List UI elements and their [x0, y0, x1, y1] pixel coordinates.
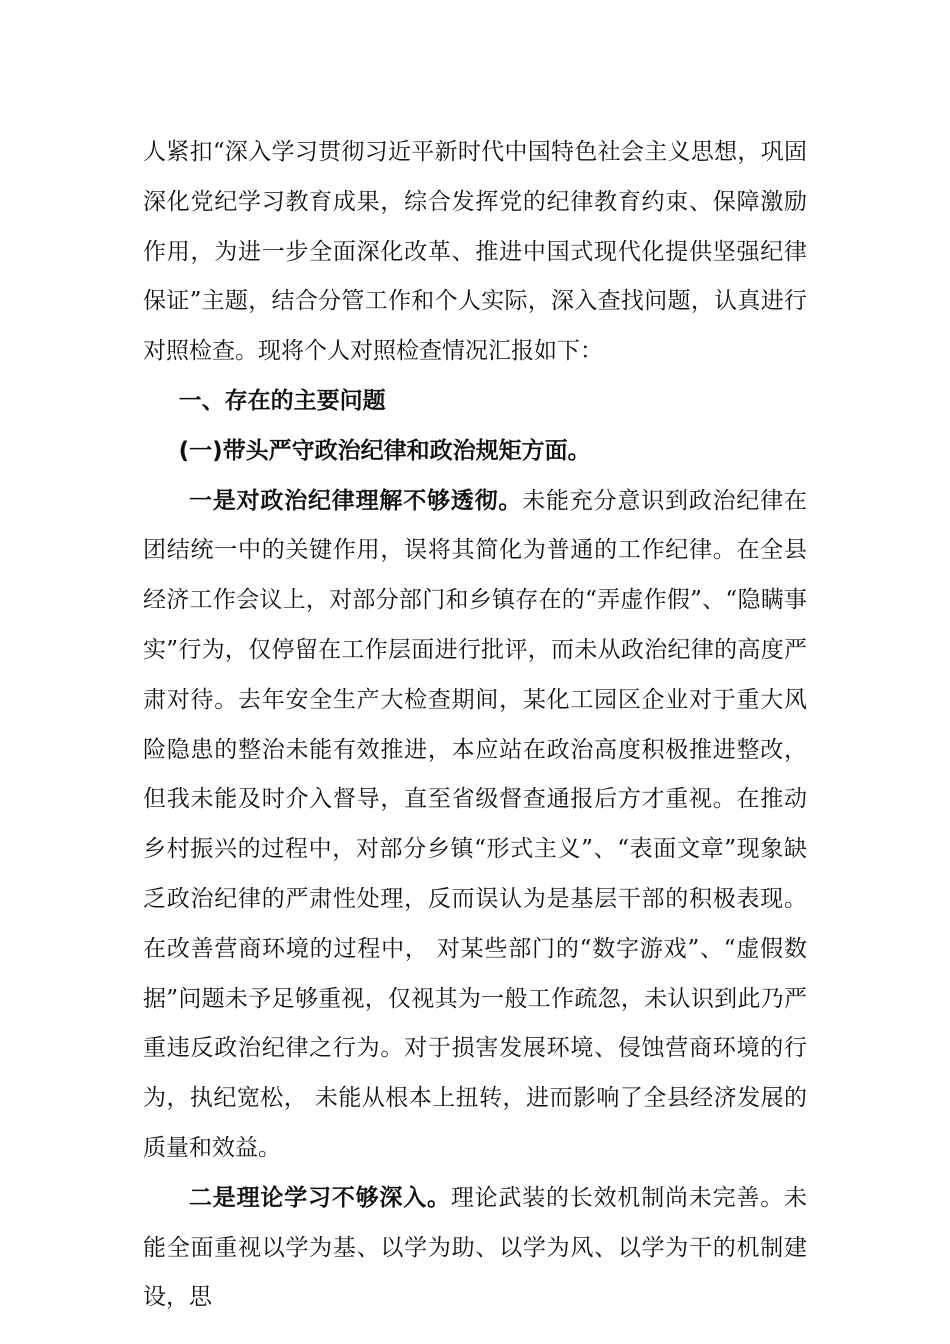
point-two-body: 理论武装的长效机制尚未完善。未能全面重视以学为基、以学为助、以学为风、以学为干的机制建设，思 — [143, 1184, 808, 1311]
document-body — [143, 128, 807, 1323]
intro-paragraph: 人紧扣“深入学习贯彻习近平新时代中国特色社会主义思想，巩固深化党纪学习教育成果，综合发挥党的纪律教育约束、保障激励作用，为进一步全面深化改革、推进中国式现代化提供坚强纪律保证”主题，结合分管工作和个人实际，深入查找问题，认真进行对照检查。现将个人对照检查情况汇报如下： — [143, 139, 807, 365]
subsection-heading-political-discipline: (一)带头严守政治纪律和政治规矩方面。 — [178, 437, 591, 464]
point-one-body: 未能充分意识到政治纪律在团结统一中的关键作用，误将其简化为普通的工作纪律。在全县经济工作会议上，对部分部门和乡镇存在的“弄虚作假”、“隐瞒事实”行为，仅停留在工作层面进行批评，而未从政治纪律的高度严肃对待。去年安全生产大检查期间，某化工园区企业对于重大风险隐患的整治未能有效推进，本应站在政治高度积极推进整改，但我未能及时介入督导，直至省级督查通报后方才重视。在推动乡村振兴的过程中，对部分乡镇“形式主义”、“表面文章”现象缺乏政治纪律的严肃性处理，反而误认为是基层干部的积极表现。在改善营商环境的过程中， 对某些部门的“数字游戏”、“虚假数据”问题未予足够重视，仅视其为一般工作疏忽，未认识到此乃严重违反政治纪律之行为。对于损害发展环境、侵蚀营商环境的行为，执纪宽松， 未能从根本上扭转，进而影响了全县经济发展的质量和效益。 — [143, 487, 808, 1161]
point-two-lead: 二是理论学习不够深入。 — [189, 1184, 451, 1211]
paragraph-point-two — [143, 1174, 807, 1323]
point-one-lead: 一是对政治纪律理解不够透彻。 — [189, 487, 523, 514]
paragraph-point-one — [143, 477, 807, 1174]
section-heading-problems: 一、存在的主要问题 — [178, 387, 386, 414]
